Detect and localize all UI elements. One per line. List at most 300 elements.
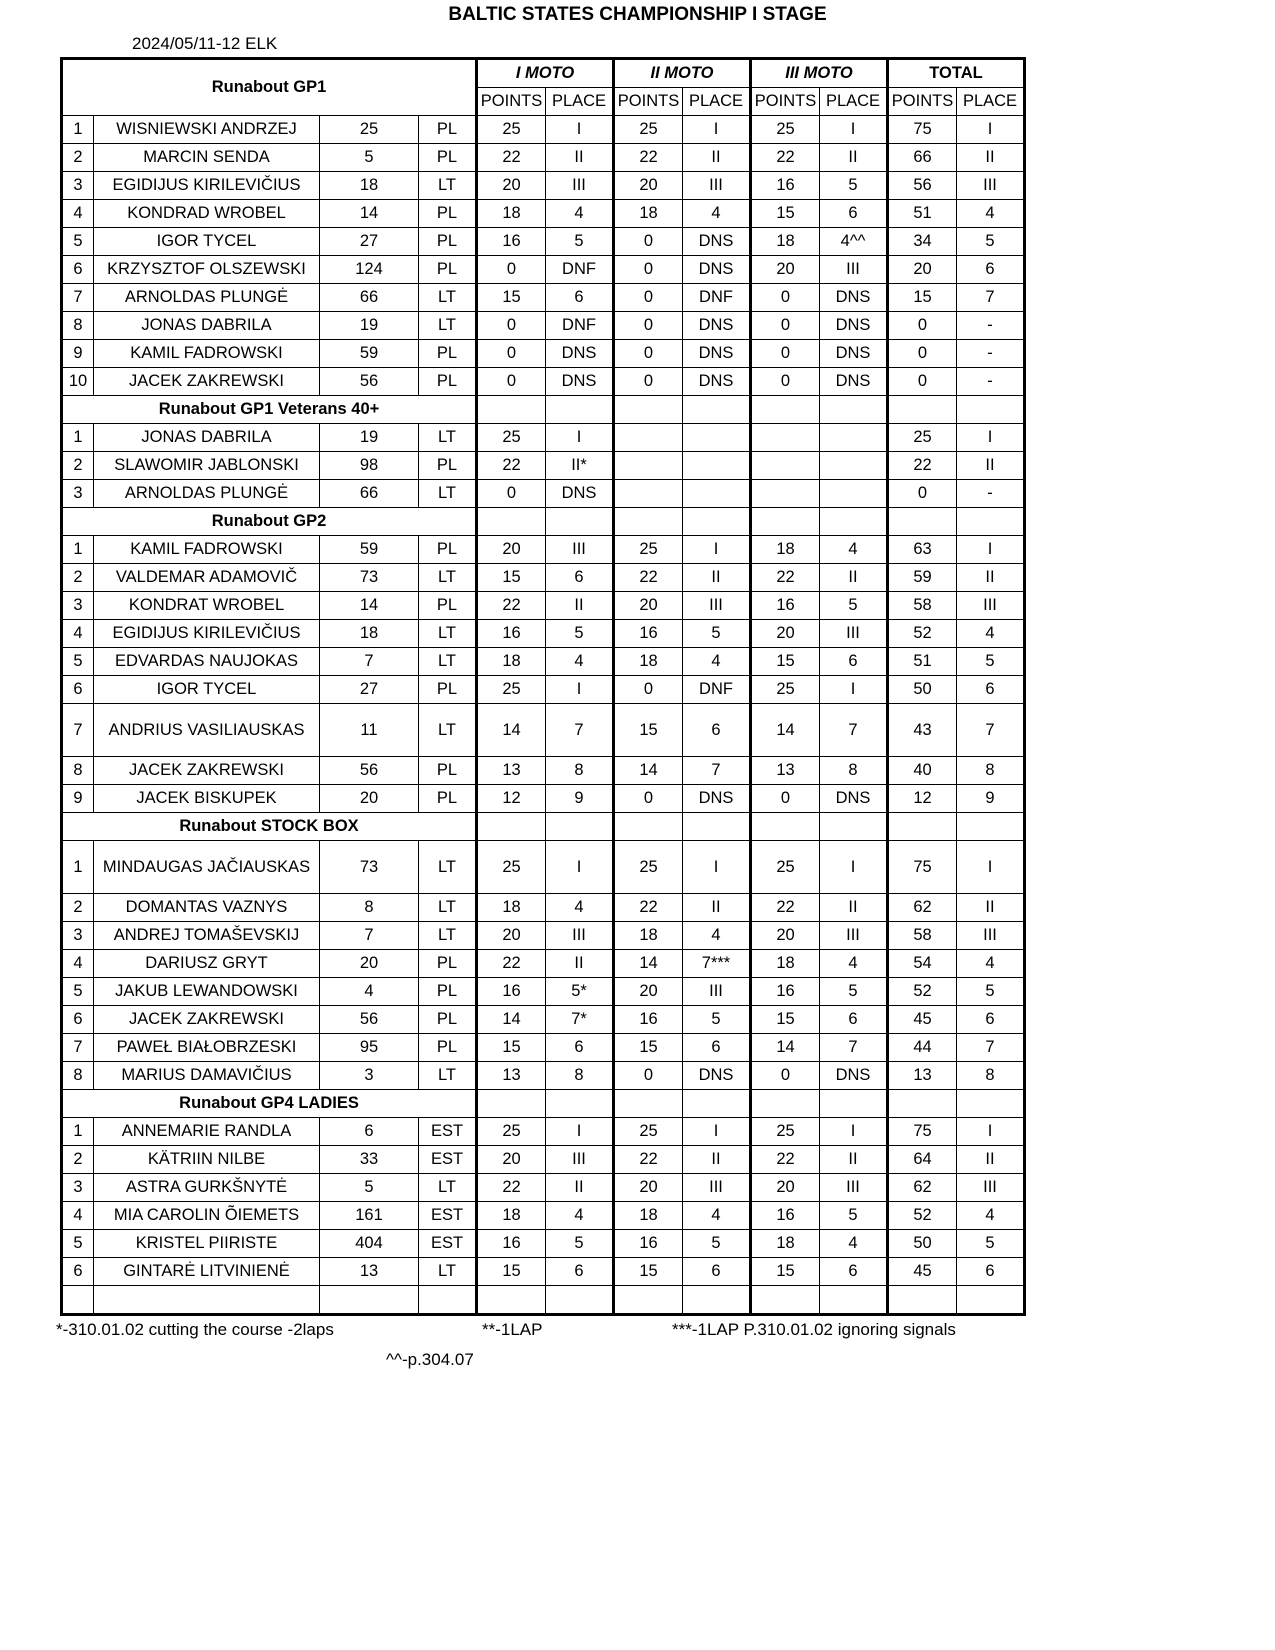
moto3-points-cell: 20 bbox=[751, 256, 820, 284]
moto1-points-cell: 15 bbox=[477, 284, 546, 312]
pos-cell: 3 bbox=[62, 480, 94, 508]
empty-cell bbox=[683, 1090, 751, 1118]
total-place-cell: 7 bbox=[957, 704, 1025, 757]
moto3-place-cell: I bbox=[820, 116, 888, 144]
moto3-place-cell: DNS bbox=[820, 1062, 888, 1090]
moto2-points-cell: 18 bbox=[614, 200, 683, 228]
bib-number-cell: 4 bbox=[320, 978, 419, 1006]
section-header-row bbox=[62, 396, 1025, 424]
total-place-cell: 8 bbox=[957, 1062, 1025, 1090]
country-cell: EST bbox=[419, 1118, 477, 1146]
moto1-place-cell: 8 bbox=[546, 757, 614, 785]
moto3-place-cell: I bbox=[820, 1118, 888, 1146]
country-cell: LT bbox=[419, 564, 477, 592]
moto3-points-cell: 18 bbox=[751, 228, 820, 256]
place-header: PLACE bbox=[683, 88, 751, 116]
moto2-points-cell: 20 bbox=[614, 1174, 683, 1202]
moto1-place-cell: II bbox=[546, 592, 614, 620]
country-cell: PL bbox=[419, 592, 477, 620]
moto1-points-cell: 18 bbox=[477, 894, 546, 922]
total-points-cell: 20 bbox=[888, 256, 957, 284]
rider-name-cell: ARNOLDAS PLUNGĖ bbox=[94, 284, 320, 312]
moto1-points-cell: 16 bbox=[477, 1230, 546, 1258]
moto3-place-cell: I bbox=[820, 841, 888, 894]
moto1-place-cell: 5 bbox=[546, 620, 614, 648]
rider-name-cell: ASTRA GURKŠNYTĖ bbox=[94, 1174, 320, 1202]
section-title: Runabout GP4 LADIES bbox=[62, 1090, 477, 1118]
moto2-place-cell: 7 bbox=[683, 757, 751, 785]
moto1-place-cell: DNF bbox=[546, 256, 614, 284]
rider-name-cell: ANDRIUS VASILIAUSKAS bbox=[94, 704, 320, 757]
moto3-points-cell: 14 bbox=[751, 1034, 820, 1062]
table-row bbox=[62, 620, 1025, 648]
total-place-cell: II bbox=[957, 1146, 1025, 1174]
total-points-cell: 54 bbox=[888, 950, 957, 978]
pos-cell: 4 bbox=[62, 950, 94, 978]
bib-number-cell: 98 bbox=[320, 452, 419, 480]
empty-cell bbox=[888, 396, 957, 424]
empty-cell bbox=[683, 508, 751, 536]
total-points-cell: 40 bbox=[888, 757, 957, 785]
moto2-points-cell: 16 bbox=[614, 1230, 683, 1258]
moto3-points-cell: 20 bbox=[751, 1174, 820, 1202]
moto1-place-cell: 6 bbox=[546, 284, 614, 312]
table-row bbox=[62, 1202, 1025, 1230]
moto2-points-cell: 0 bbox=[614, 785, 683, 813]
empty-cell bbox=[888, 508, 957, 536]
moto1-points-cell: 15 bbox=[477, 564, 546, 592]
points-header: POINTS bbox=[477, 88, 546, 116]
empty-cell bbox=[751, 508, 820, 536]
empty-cell bbox=[683, 813, 751, 841]
moto1-header: I MOTO bbox=[477, 59, 614, 88]
bib-number-cell: 56 bbox=[320, 1006, 419, 1034]
country-cell: PL bbox=[419, 116, 477, 144]
bib-number-cell: 404 bbox=[320, 1230, 419, 1258]
table-row bbox=[62, 950, 1025, 978]
empty-cell bbox=[820, 813, 888, 841]
moto1-points-cell: 12 bbox=[477, 785, 546, 813]
pos-cell: 6 bbox=[62, 1258, 94, 1286]
table-row bbox=[62, 256, 1025, 284]
table-row bbox=[62, 676, 1025, 704]
moto3-points-cell: 0 bbox=[751, 284, 820, 312]
total-points-cell: 56 bbox=[888, 172, 957, 200]
pos-cell: 8 bbox=[62, 312, 94, 340]
moto1-place-cell: 4 bbox=[546, 1202, 614, 1230]
points-header: POINTS bbox=[751, 88, 820, 116]
points-header: POINTS bbox=[614, 88, 683, 116]
moto3-points-cell: 14 bbox=[751, 704, 820, 757]
moto3-place-cell: 5 bbox=[820, 172, 888, 200]
empty-cell bbox=[888, 1090, 957, 1118]
total-place-cell: 4 bbox=[957, 200, 1025, 228]
country-cell: PL bbox=[419, 144, 477, 172]
moto2-place-cell: I bbox=[683, 116, 751, 144]
moto2-place-cell: 5 bbox=[683, 1230, 751, 1258]
moto1-place-cell bbox=[546, 1286, 614, 1315]
moto1-points-cell: 25 bbox=[477, 116, 546, 144]
total-place-cell: I bbox=[957, 841, 1025, 894]
total-points-cell: 43 bbox=[888, 704, 957, 757]
total-place-cell: I bbox=[957, 536, 1025, 564]
rider-name-cell: MARCIN SENDA bbox=[94, 144, 320, 172]
moto3-place-cell: III bbox=[820, 922, 888, 950]
moto3-points-cell: 15 bbox=[751, 200, 820, 228]
moto2-points-cell: 0 bbox=[614, 676, 683, 704]
moto3-points-cell: 22 bbox=[751, 564, 820, 592]
bib-number-cell: 56 bbox=[320, 757, 419, 785]
table-row bbox=[62, 1146, 1025, 1174]
moto3-points-cell: 15 bbox=[751, 648, 820, 676]
moto3-points-cell: 25 bbox=[751, 676, 820, 704]
table-row bbox=[62, 1174, 1025, 1202]
moto1-points-cell: 20 bbox=[477, 922, 546, 950]
moto2-place-cell: 6 bbox=[683, 704, 751, 757]
pos-cell: 5 bbox=[62, 228, 94, 256]
pos-cell: 1 bbox=[62, 841, 94, 894]
bib-number-cell: 6 bbox=[320, 1118, 419, 1146]
moto3-points-cell: 16 bbox=[751, 592, 820, 620]
moto3-place-cell: DNS bbox=[820, 785, 888, 813]
moto3-points-cell: 0 bbox=[751, 785, 820, 813]
moto3-place-cell: 5 bbox=[820, 978, 888, 1006]
moto2-points-cell: 25 bbox=[614, 841, 683, 894]
pos-cell: 7 bbox=[62, 284, 94, 312]
rider-name-cell: MINDAUGAS JAČIAUSKAS bbox=[94, 841, 320, 894]
moto3-points-cell: 18 bbox=[751, 536, 820, 564]
moto2-place-cell: III bbox=[683, 592, 751, 620]
bib-number-cell: 20 bbox=[320, 785, 419, 813]
moto1-place-cell: 6 bbox=[546, 564, 614, 592]
rider-name-cell: PAWEŁ BIAŁOBRZESKI bbox=[94, 1034, 320, 1062]
moto3-place-cell: 5 bbox=[820, 592, 888, 620]
country-cell: LT bbox=[419, 1174, 477, 1202]
empty-cell bbox=[546, 396, 614, 424]
moto1-points-cell: 13 bbox=[477, 1062, 546, 1090]
bib-number-cell: 18 bbox=[320, 620, 419, 648]
moto1-points-cell: 18 bbox=[477, 200, 546, 228]
total-place-cell: I bbox=[957, 116, 1025, 144]
moto2-place-cell: II bbox=[683, 144, 751, 172]
total-place-cell: 5 bbox=[957, 978, 1025, 1006]
rider-name-cell: GINTARĖ LITVINIENĖ bbox=[94, 1258, 320, 1286]
total-place-cell: 8 bbox=[957, 757, 1025, 785]
total-place-cell: 5 bbox=[957, 1230, 1025, 1258]
section-title: Runabout GP2 bbox=[62, 508, 477, 536]
moto3-points-cell: 20 bbox=[751, 620, 820, 648]
table-row bbox=[62, 284, 1025, 312]
total-points-cell: 12 bbox=[888, 785, 957, 813]
moto2-place-cell: I bbox=[683, 1118, 751, 1146]
class-header: Runabout GP1 bbox=[62, 59, 477, 116]
total-points-cell: 52 bbox=[888, 620, 957, 648]
moto2-place-cell: DNS bbox=[683, 228, 751, 256]
country-cell: LT bbox=[419, 480, 477, 508]
moto1-place-cell: 7* bbox=[546, 1006, 614, 1034]
empty-cell bbox=[751, 813, 820, 841]
rider-name-cell: WISNIEWSKI ANDRZEJ bbox=[94, 116, 320, 144]
moto1-place-cell: 9 bbox=[546, 785, 614, 813]
moto3-points-cell: 25 bbox=[751, 116, 820, 144]
total-place-cell bbox=[957, 1286, 1025, 1315]
total-points-cell: 51 bbox=[888, 648, 957, 676]
moto3-place-cell: DNS bbox=[820, 312, 888, 340]
empty-cell bbox=[614, 813, 683, 841]
moto1-points-cell: 0 bbox=[477, 312, 546, 340]
country-cell: PL bbox=[419, 256, 477, 284]
moto2-points-cell: 25 bbox=[614, 116, 683, 144]
footnote-rule: ^^-p.304.07 bbox=[386, 1350, 474, 1369]
country-cell: PL bbox=[419, 200, 477, 228]
moto1-place-cell: 4 bbox=[546, 894, 614, 922]
moto1-points-cell: 18 bbox=[477, 648, 546, 676]
moto2-points-cell: 22 bbox=[614, 1146, 683, 1174]
total-points-cell: 62 bbox=[888, 1174, 957, 1202]
table-row bbox=[62, 785, 1025, 813]
moto3-points-cell: 13 bbox=[751, 757, 820, 785]
moto3-place-cell: III bbox=[820, 1174, 888, 1202]
moto3-points-cell: 18 bbox=[751, 950, 820, 978]
empty-cell bbox=[477, 508, 546, 536]
moto1-points-cell: 22 bbox=[477, 950, 546, 978]
bib-number-cell: 33 bbox=[320, 1146, 419, 1174]
moto3-points-cell: 25 bbox=[751, 1118, 820, 1146]
country-cell: PL bbox=[419, 1006, 477, 1034]
country-cell: LT bbox=[419, 424, 477, 452]
bib-number-cell: 5 bbox=[320, 144, 419, 172]
page-title: BALTIC STATES CHAMPIONSHIP I STAGE bbox=[448, 4, 827, 25]
total-points-cell: 50 bbox=[888, 676, 957, 704]
moto3-points-cell bbox=[751, 424, 820, 452]
total-points-cell: 50 bbox=[888, 1230, 957, 1258]
total-place-cell: III bbox=[957, 922, 1025, 950]
moto2-place-cell: II bbox=[683, 1146, 751, 1174]
moto3-place-cell: 5 bbox=[820, 1202, 888, 1230]
moto2-place-cell bbox=[683, 452, 751, 480]
moto2-points-cell: 15 bbox=[614, 1034, 683, 1062]
bib-number-cell: 161 bbox=[320, 1202, 419, 1230]
bib-number-cell: 66 bbox=[320, 480, 419, 508]
total-points-cell: 44 bbox=[888, 1034, 957, 1062]
table-row bbox=[62, 424, 1025, 452]
pos-cell: 9 bbox=[62, 340, 94, 368]
moto2-points-cell: 16 bbox=[614, 1006, 683, 1034]
moto3-place-cell: 6 bbox=[820, 200, 888, 228]
table-row bbox=[62, 452, 1025, 480]
table-row bbox=[62, 1062, 1025, 1090]
moto2-points-cell bbox=[614, 452, 683, 480]
empty-cell bbox=[614, 396, 683, 424]
bib-number-cell bbox=[320, 1286, 419, 1315]
moto1-points-cell: 22 bbox=[477, 144, 546, 172]
moto1-points-cell: 22 bbox=[477, 452, 546, 480]
country-cell: PL bbox=[419, 978, 477, 1006]
total-points-cell: 51 bbox=[888, 200, 957, 228]
bib-number-cell: 8 bbox=[320, 894, 419, 922]
moto2-place-cell: DNS bbox=[683, 340, 751, 368]
table-row bbox=[62, 592, 1025, 620]
total-points-cell: 0 bbox=[888, 340, 957, 368]
bib-number-cell: 19 bbox=[320, 312, 419, 340]
moto3-points-cell: 0 bbox=[751, 340, 820, 368]
total-points-cell: 58 bbox=[888, 922, 957, 950]
moto1-points-cell: 15 bbox=[477, 1258, 546, 1286]
rider-name-cell: JAKUB LEWANDOWSKI bbox=[94, 978, 320, 1006]
moto2-place-cell: 6 bbox=[683, 1034, 751, 1062]
rider-name-cell: SLAWOMIR JABLONSKI bbox=[94, 452, 320, 480]
moto2-place-cell: 4 bbox=[683, 200, 751, 228]
results-body bbox=[62, 59, 1025, 1315]
total-place-cell: - bbox=[957, 340, 1025, 368]
moto2-place-cell bbox=[683, 424, 751, 452]
rider-name-cell: JACEK ZAKREWSKI bbox=[94, 757, 320, 785]
bib-number-cell: 3 bbox=[320, 1062, 419, 1090]
moto2-points-cell: 0 bbox=[614, 312, 683, 340]
moto1-points-cell: 25 bbox=[477, 841, 546, 894]
total-place-cell: I bbox=[957, 424, 1025, 452]
country-cell: LT bbox=[419, 922, 477, 950]
bib-number-cell: 73 bbox=[320, 564, 419, 592]
moto2-points-cell: 25 bbox=[614, 1118, 683, 1146]
moto1-place-cell: DNF bbox=[546, 312, 614, 340]
country-cell: LT bbox=[419, 704, 477, 757]
bib-number-cell: 27 bbox=[320, 676, 419, 704]
moto2-points-cell: 20 bbox=[614, 172, 683, 200]
moto1-place-cell: III bbox=[546, 172, 614, 200]
moto1-points-cell: 13 bbox=[477, 757, 546, 785]
moto3-place-cell: 7 bbox=[820, 704, 888, 757]
empty-cell bbox=[957, 1090, 1025, 1118]
total-place-cell: 7 bbox=[957, 1034, 1025, 1062]
pos-cell: 2 bbox=[62, 1146, 94, 1174]
moto3-points-cell: 25 bbox=[751, 841, 820, 894]
moto3-place-cell: 6 bbox=[820, 1006, 888, 1034]
section-header-row bbox=[62, 1090, 1025, 1118]
table-row bbox=[62, 144, 1025, 172]
moto1-place-cell: II bbox=[546, 1174, 614, 1202]
total-place-cell: - bbox=[957, 312, 1025, 340]
section-title: Runabout GP1 Veterans 40+ bbox=[62, 396, 477, 424]
moto1-points-cell: 20 bbox=[477, 536, 546, 564]
table-row bbox=[62, 1006, 1025, 1034]
empty-cell bbox=[957, 396, 1025, 424]
table-row bbox=[62, 978, 1025, 1006]
moto1-points-cell: 22 bbox=[477, 1174, 546, 1202]
moto2-points-cell: 0 bbox=[614, 228, 683, 256]
moto2-place-cell: DNS bbox=[683, 312, 751, 340]
table-row bbox=[62, 368, 1025, 396]
total-place-cell: I bbox=[957, 1118, 1025, 1146]
moto2-place-cell: DNS bbox=[683, 256, 751, 284]
moto2-points-cell: 20 bbox=[614, 978, 683, 1006]
rider-name-cell: DOMANTAS VAZNYS bbox=[94, 894, 320, 922]
pos-cell: 5 bbox=[62, 1230, 94, 1258]
rider-name-cell: KRZYSZTOF OLSZEWSKI bbox=[94, 256, 320, 284]
moto3-points-cell: 16 bbox=[751, 978, 820, 1006]
country-cell: PL bbox=[419, 228, 477, 256]
table-row bbox=[62, 480, 1025, 508]
moto1-place-cell: 5 bbox=[546, 228, 614, 256]
country-cell: LT bbox=[419, 894, 477, 922]
moto2-points-cell: 18 bbox=[614, 922, 683, 950]
table-row bbox=[62, 312, 1025, 340]
moto3-place-cell: DNS bbox=[820, 284, 888, 312]
moto1-place-cell: III bbox=[546, 1146, 614, 1174]
table-row bbox=[62, 172, 1025, 200]
bib-number-cell: 14 bbox=[320, 592, 419, 620]
moto3-place-cell bbox=[820, 452, 888, 480]
moto2-points-cell bbox=[614, 1286, 683, 1315]
total-place-cell: 6 bbox=[957, 1258, 1025, 1286]
pos-cell: 7 bbox=[62, 704, 94, 757]
moto3-points-cell bbox=[751, 452, 820, 480]
empty-cell bbox=[614, 1090, 683, 1118]
bib-number-cell: 13 bbox=[320, 1258, 419, 1286]
table-row bbox=[62, 1230, 1025, 1258]
empty-cell bbox=[477, 813, 546, 841]
table-row bbox=[62, 536, 1025, 564]
moto1-points-cell: 14 bbox=[477, 704, 546, 757]
rider-name-cell: KAMIL FADROWSKI bbox=[94, 340, 320, 368]
moto2-place-cell: 5 bbox=[683, 620, 751, 648]
moto1-place-cell: I bbox=[546, 1118, 614, 1146]
table-row bbox=[62, 564, 1025, 592]
moto1-points-cell: 20 bbox=[477, 1146, 546, 1174]
moto1-place-cell: I bbox=[546, 424, 614, 452]
moto1-points-cell: 16 bbox=[477, 228, 546, 256]
rider-name-cell: JONAS DABRILA bbox=[94, 312, 320, 340]
moto1-points-cell: 16 bbox=[477, 978, 546, 1006]
total-points-cell: 59 bbox=[888, 564, 957, 592]
moto3-points-cell: 0 bbox=[751, 1062, 820, 1090]
total-place-cell: II bbox=[957, 144, 1025, 172]
moto2-points-cell: 0 bbox=[614, 1062, 683, 1090]
section-title: Runabout STOCK BOX bbox=[62, 813, 477, 841]
country-cell: LT bbox=[419, 620, 477, 648]
country-cell: LT bbox=[419, 172, 477, 200]
moto2-place-cell: DNS bbox=[683, 368, 751, 396]
moto3-points-cell bbox=[751, 480, 820, 508]
moto2-place-cell: III bbox=[683, 978, 751, 1006]
bib-number-cell: 73 bbox=[320, 841, 419, 894]
bib-number-cell: 66 bbox=[320, 284, 419, 312]
moto1-place-cell: 8 bbox=[546, 1062, 614, 1090]
moto2-points-cell: 14 bbox=[614, 757, 683, 785]
table-row bbox=[62, 1118, 1025, 1146]
moto2-points-cell: 0 bbox=[614, 256, 683, 284]
moto3-place-cell: 6 bbox=[820, 1258, 888, 1286]
moto1-points-cell: 14 bbox=[477, 1006, 546, 1034]
moto3-place-cell: III bbox=[820, 256, 888, 284]
moto2-points-cell: 16 bbox=[614, 620, 683, 648]
moto3-points-cell: 15 bbox=[751, 1258, 820, 1286]
empty-cell bbox=[888, 813, 957, 841]
total-place-cell: III bbox=[957, 172, 1025, 200]
table-row bbox=[62, 704, 1025, 757]
total-place-cell: 6 bbox=[957, 676, 1025, 704]
country-cell: PL bbox=[419, 676, 477, 704]
pos-cell: 6 bbox=[62, 1006, 94, 1034]
country-cell: PL bbox=[419, 368, 477, 396]
pos-cell: 5 bbox=[62, 978, 94, 1006]
moto3-points-cell: 16 bbox=[751, 1202, 820, 1230]
empty-cell bbox=[546, 813, 614, 841]
moto2-place-cell: DNS bbox=[683, 785, 751, 813]
bib-number-cell: 18 bbox=[320, 172, 419, 200]
rider-name-cell: KONDRAT WROBEL bbox=[94, 592, 320, 620]
moto1-place-cell: 4 bbox=[546, 200, 614, 228]
